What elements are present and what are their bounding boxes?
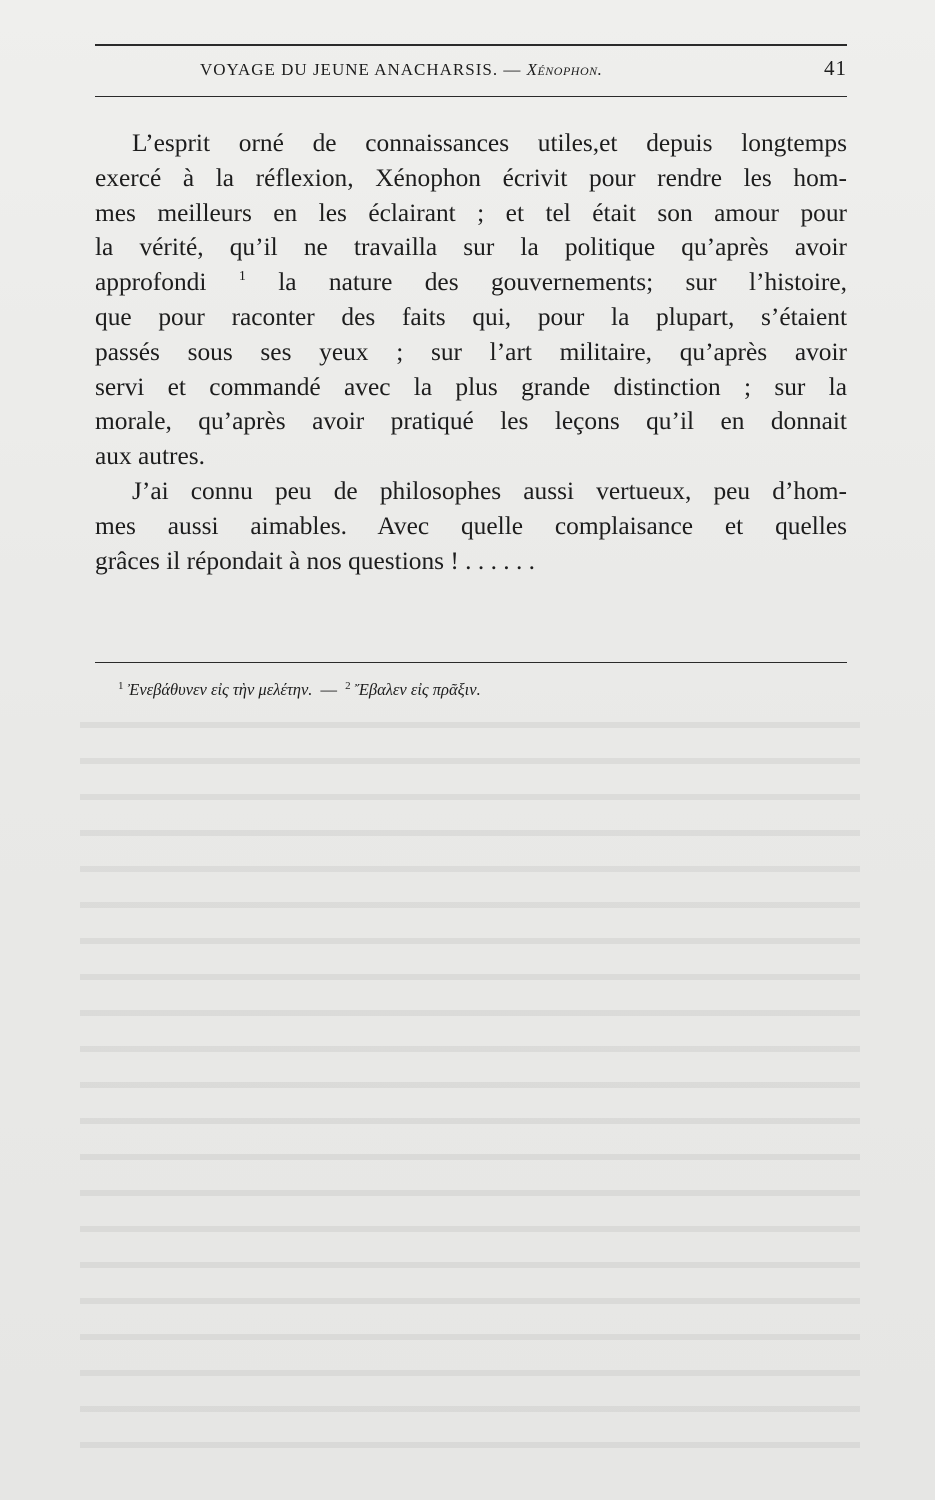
- text-line: L’esprit orné de connaissances utiles,et depuis longtemps: [132, 129, 847, 157]
- running-title: [200, 60, 602, 80]
- text-line: J’ai connu peu de philosophes aussi vertueux, peu d’hom-: [132, 476, 847, 505]
- footnote-ref: 1: [238, 269, 246, 285]
- text-line: mes meilleurs en les éclairant ; et tel était son amour pour: [95, 198, 847, 227]
- text-line: servi et commandé avec la plus grande distinction ; sur la: [95, 372, 847, 401]
- text-line: mes aussi aimables. Avec quelle complaisance et quelles: [95, 511, 847, 540]
- running-header: [95, 52, 847, 86]
- footnote-separator: —: [320, 680, 338, 699]
- footnote-2-mark: 2: [345, 680, 351, 692]
- footnote-1-text: Ἐνεβάθυνεν εἰς τὴν μελέτην.: [127, 680, 313, 699]
- show-through-texture: [80, 700, 860, 1460]
- footnote-2-text: Ἔβαλεν εἰς πρᾶξιν.: [354, 680, 481, 699]
- footnote-1-mark: 1: [118, 680, 124, 692]
- text-line: passés sous ses yeux ; sur l’art militaire, qu’après avoir: [95, 337, 847, 366]
- text-line: aux autres.: [95, 442, 205, 471]
- running-title-author: Xénophon.: [526, 60, 603, 79]
- text-fragment: la nature des gouvernements; sur l’histoire,: [278, 268, 847, 297]
- footnote-rule: [95, 662, 847, 663]
- text-fragment: approfondi: [95, 268, 207, 297]
- top-rule: [95, 44, 847, 46]
- text-line: [95, 265, 847, 300]
- text-line: la vérité, qu’il ne travailla sur la politique qu’après avoir: [95, 233, 847, 262]
- text-line: exercé à la réflexion, Xénophon écrivit pour rendre les hom-: [95, 163, 847, 192]
- main-text: [95, 126, 847, 578]
- footnotes: [118, 680, 481, 700]
- running-title-text: VOYAGE DU JEUNE ANACHARSIS. —: [200, 60, 527, 79]
- text-line: que pour raconter des faits qui, pour la plupart, s’étaient: [95, 302, 847, 331]
- text-line: grâces il répondait à nos questions ! . . . . . .: [95, 546, 536, 575]
- header-rule: [95, 96, 847, 97]
- page-number: 41: [824, 56, 847, 80]
- text-line: morale, qu’après avoir pratiqué les leçons qu’il en donnait: [95, 407, 847, 436]
